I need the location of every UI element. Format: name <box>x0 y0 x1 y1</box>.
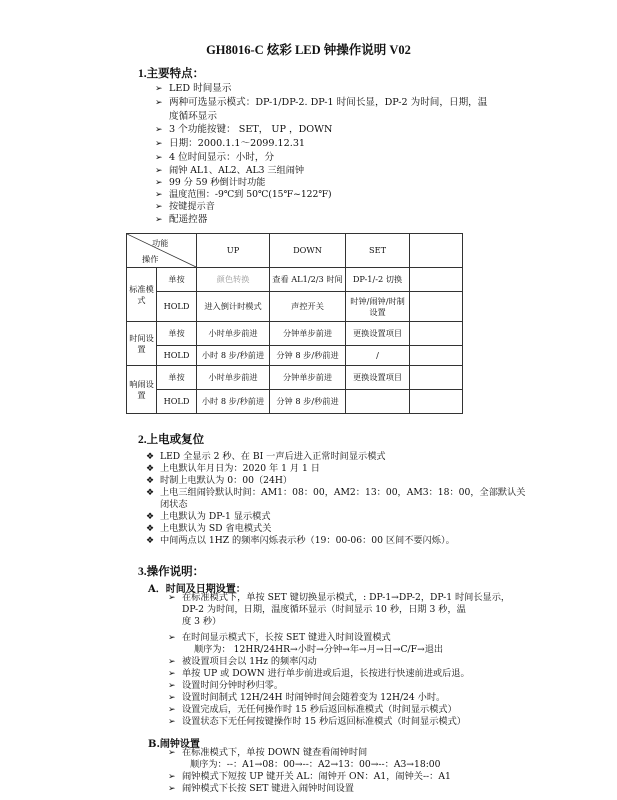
arrow-bullet-icon: ➢ <box>168 772 176 782</box>
corner-bottom-label: 操作 <box>142 253 159 264</box>
op-label: HOLD <box>157 390 197 414</box>
arrow-bullet-icon: ➢ <box>155 139 163 149</box>
arrow-bullet-icon: ➢ <box>155 125 163 135</box>
empty-cell <box>410 268 463 292</box>
list-item: ➢ 闹钟 AL1、AL2、AL3 三组闹钟 <box>155 165 305 176</box>
list-item: ➢ 温度范围：-9℃到 50℃(15℉~122℉) <box>155 189 332 200</box>
sequence-line: 顺序为： 12HR/24HR→小时→分钟→年→月→日→C/F→退出 <box>194 644 444 655</box>
arrow-bullet-icon: ➢ <box>168 657 176 667</box>
list-item: ➢ LED 时间显示 <box>155 83 232 94</box>
arrow-bullet-icon: ➢ <box>168 593 176 603</box>
table-cell: DP-1/-2 切换 <box>346 268 410 292</box>
list-item: ➢ 闹钟模式下长按 SET 键进入闹钟时间设置 <box>168 783 354 794</box>
list-item: ➢ 闹钟模式下短按 UP 键开关 AL：闹钟开 ON：A1，闹钟关--：A1 <box>168 771 451 782</box>
arrow-bullet-icon: ➢ <box>168 784 176 794</box>
arrow-bullet-icon: ➢ <box>168 717 176 727</box>
arrow-bullet-icon: ➢ <box>155 84 163 94</box>
empty-cell <box>410 366 463 390</box>
col-header-set: SET <box>346 234 410 268</box>
list-item: ➢ 在时间显示模式下，长按 SET 键进入时间设置模式 <box>168 632 391 643</box>
op-label: HOLD <box>157 292 197 322</box>
diamond-bullet-icon: ❖ <box>146 488 155 498</box>
table-cell <box>346 390 410 414</box>
page-title: GH8016-C 炫彩 LED 钟操作说明 V02 <box>206 43 411 57</box>
col-header-up: UP <box>197 234 270 268</box>
list-item: ❖ 上电默认为 SD 省电模式关 <box>146 523 272 534</box>
arrow-bullet-icon: ➢ <box>168 693 176 703</box>
arrow-bullet-icon: ➢ <box>168 705 176 715</box>
arrow-bullet-icon: ➢ <box>155 202 163 212</box>
arrow-bullet-icon: ➢ <box>168 669 176 679</box>
subsection-b-heading: B.闹钟设置 <box>148 739 200 750</box>
list-item: ➢ 被设置项目会以 1Hz 的频率闪动 <box>168 656 317 667</box>
table-cell: 分钟单步前进 <box>270 322 346 346</box>
empty-cell <box>410 234 463 268</box>
list-item: ❖ 上电三组闹铃默认时间：AM1：08：00，AM2：13：00，AM3：18：00，全部默认关 <box>146 487 526 498</box>
arrow-bullet-icon: ➢ <box>155 215 163 225</box>
section-2-heading: 2.上电或复位 <box>138 434 205 446</box>
diamond-bullet-icon: ❖ <box>146 536 155 546</box>
diamond-bullet-icon: ❖ <box>146 464 155 474</box>
arrow-bullet-icon: ➢ <box>155 153 163 163</box>
list-item: ➢ 设置完成后，无任何操作时 15 秒后返回标准模式（时间显示模式） <box>168 704 457 715</box>
list-item: ➢ 单按 UP 或 DOWN 进行单步前进或后退，长按进行快速前进或后退。 <box>168 668 470 679</box>
table-cell: 分钟 8 步/秒前进 <box>270 346 346 366</box>
table-cell: 分钟单步前进 <box>270 366 346 390</box>
op-label: 单按 <box>157 268 197 292</box>
table-cell: 时钟/闹钟/时制设置 <box>346 292 410 322</box>
list-item: ➢ 设置时间分钟时秒归零。 <box>168 680 284 691</box>
list-item: ➢ 3 个功能按键： SET， UP ，DOWN <box>155 124 333 135</box>
arrow-bullet-icon: ➢ <box>168 748 176 758</box>
diamond-bullet-icon: ❖ <box>146 476 155 486</box>
diamond-bullet-icon: ❖ <box>146 452 155 462</box>
list-item-continuation: 度循环显示 <box>169 111 217 122</box>
list-item-continuation: 度 3 秒） <box>182 616 222 627</box>
list-item: ➢ 99 分 59 秒倒计时功能 <box>155 177 266 188</box>
diamond-bullet-icon: ❖ <box>146 512 155 522</box>
arrow-bullet-icon: ➢ <box>155 166 163 176</box>
group-label-standard: 标准模式 <box>127 268 157 322</box>
table-corner-cell <box>127 234 197 268</box>
table-cell: / <box>346 346 410 366</box>
col-header-down: DOWN <box>270 234 346 268</box>
arrow-bullet-icon: ➢ <box>168 681 176 691</box>
sequence-line: 顺序为：--：A1→08：00→--：A2→13：00→--：A3→18:00 <box>190 759 441 770</box>
list-item: ➢ 两种可选显示模式：DP-1/DP-2. DP-1 时间长显，DP-2 为时间，日期，温 <box>155 97 488 108</box>
op-label: 单按 <box>157 366 197 390</box>
empty-cell <box>410 346 463 366</box>
list-item-continuation: 闭状态 <box>160 499 188 510</box>
empty-cell <box>410 292 463 322</box>
list-item: ➢ 设置状态下无任何按键操作时 15 秒后返回标准模式（时间显示模式） <box>168 716 466 727</box>
list-item: ➢ 4 位时间显示：小时，分 <box>155 152 275 163</box>
op-label: HOLD <box>157 346 197 366</box>
group-label-time: 时间设置 <box>127 322 157 366</box>
list-item: ➢ 日期：2000.1.1～2099.12.31 <box>155 138 306 149</box>
list-item: ➢ 设置时间制式 12H/24H 时闹钟时间会随着变为 12H/24 小时。 <box>168 692 446 703</box>
table-cell: 小时单步前进 <box>197 366 270 390</box>
table-cell: 分钟 8 步/秒前进 <box>270 390 346 414</box>
list-item: ❖ 上电默认为 DP-1 显示模式 <box>146 511 271 522</box>
section-1-heading: 1.主要特点： <box>138 68 205 80</box>
time-setting-list <box>168 592 510 728</box>
list-item: ❖ LED 全显示 2 秒、在 BI 一声后进入正常时间显示模式 <box>146 451 386 462</box>
table-cell: 更换设置项目 <box>346 322 410 346</box>
diamond-bullet-icon: ❖ <box>146 524 155 534</box>
list-item: ❖ 上电默认年月日为：2020 年 1 月 1 日 <box>146 463 320 474</box>
empty-cell <box>410 322 463 346</box>
table-cell: 小时 8 步/秒前进 <box>197 390 270 414</box>
feature-list <box>155 82 487 227</box>
table-cell: 查看 AL1/2/3 时间 <box>270 268 346 292</box>
alarm-setting-list <box>168 747 451 795</box>
subsection-a-heading: A．时间及日期设置： <box>148 584 246 595</box>
empty-cell <box>410 390 463 414</box>
list-item: ➢ 配遥控器 <box>155 214 208 225</box>
section-3-heading: 3.操作说明： <box>138 566 205 578</box>
table-cell: 小时单步前进 <box>197 322 270 346</box>
list-item: ➢ 在标准模式下，单按 SET 键切换显示模式，: DP-1→DP-2，DP-1 时间长显示， <box>168 592 511 603</box>
list-item-continuation: DP-2 为时间，日期，温度循环显示（时间显示 10 秒，日期 3 秒，温 <box>182 604 466 615</box>
arrow-bullet-icon: ➢ <box>155 178 163 188</box>
list-item: ➢ 按键提示音 <box>155 201 215 212</box>
power-on-list <box>146 451 526 547</box>
list-item: ❖ 时制上电默认为 0：00（24H） <box>146 475 293 486</box>
group-label-alarm: 响闹设置 <box>127 366 157 414</box>
table-cell: 颜色转换 <box>197 268 270 292</box>
table-cell: 声控开关 <box>270 292 346 322</box>
table-cell: 进入倒计时模式 <box>197 292 270 322</box>
table-cell: 更换设置项目 <box>346 366 410 390</box>
list-item: ➢ 在标准模式下，单按 DOWN 键查看闹钟时间 <box>168 747 368 758</box>
operation-table <box>126 233 463 414</box>
arrow-bullet-icon: ➢ <box>155 98 163 108</box>
list-item: ❖ 中间两点以 1HZ 的频率闪烁表示秒（19：00-06：00 区间不要闪烁）。 <box>146 535 455 546</box>
op-label: 单按 <box>157 322 197 346</box>
arrow-bullet-icon: ➢ <box>155 190 163 200</box>
arrow-bullet-icon: ➢ <box>168 633 176 643</box>
table-cell: 小时 8 步/秒前进 <box>197 346 270 366</box>
corner-top-label: 功能 <box>152 237 169 248</box>
